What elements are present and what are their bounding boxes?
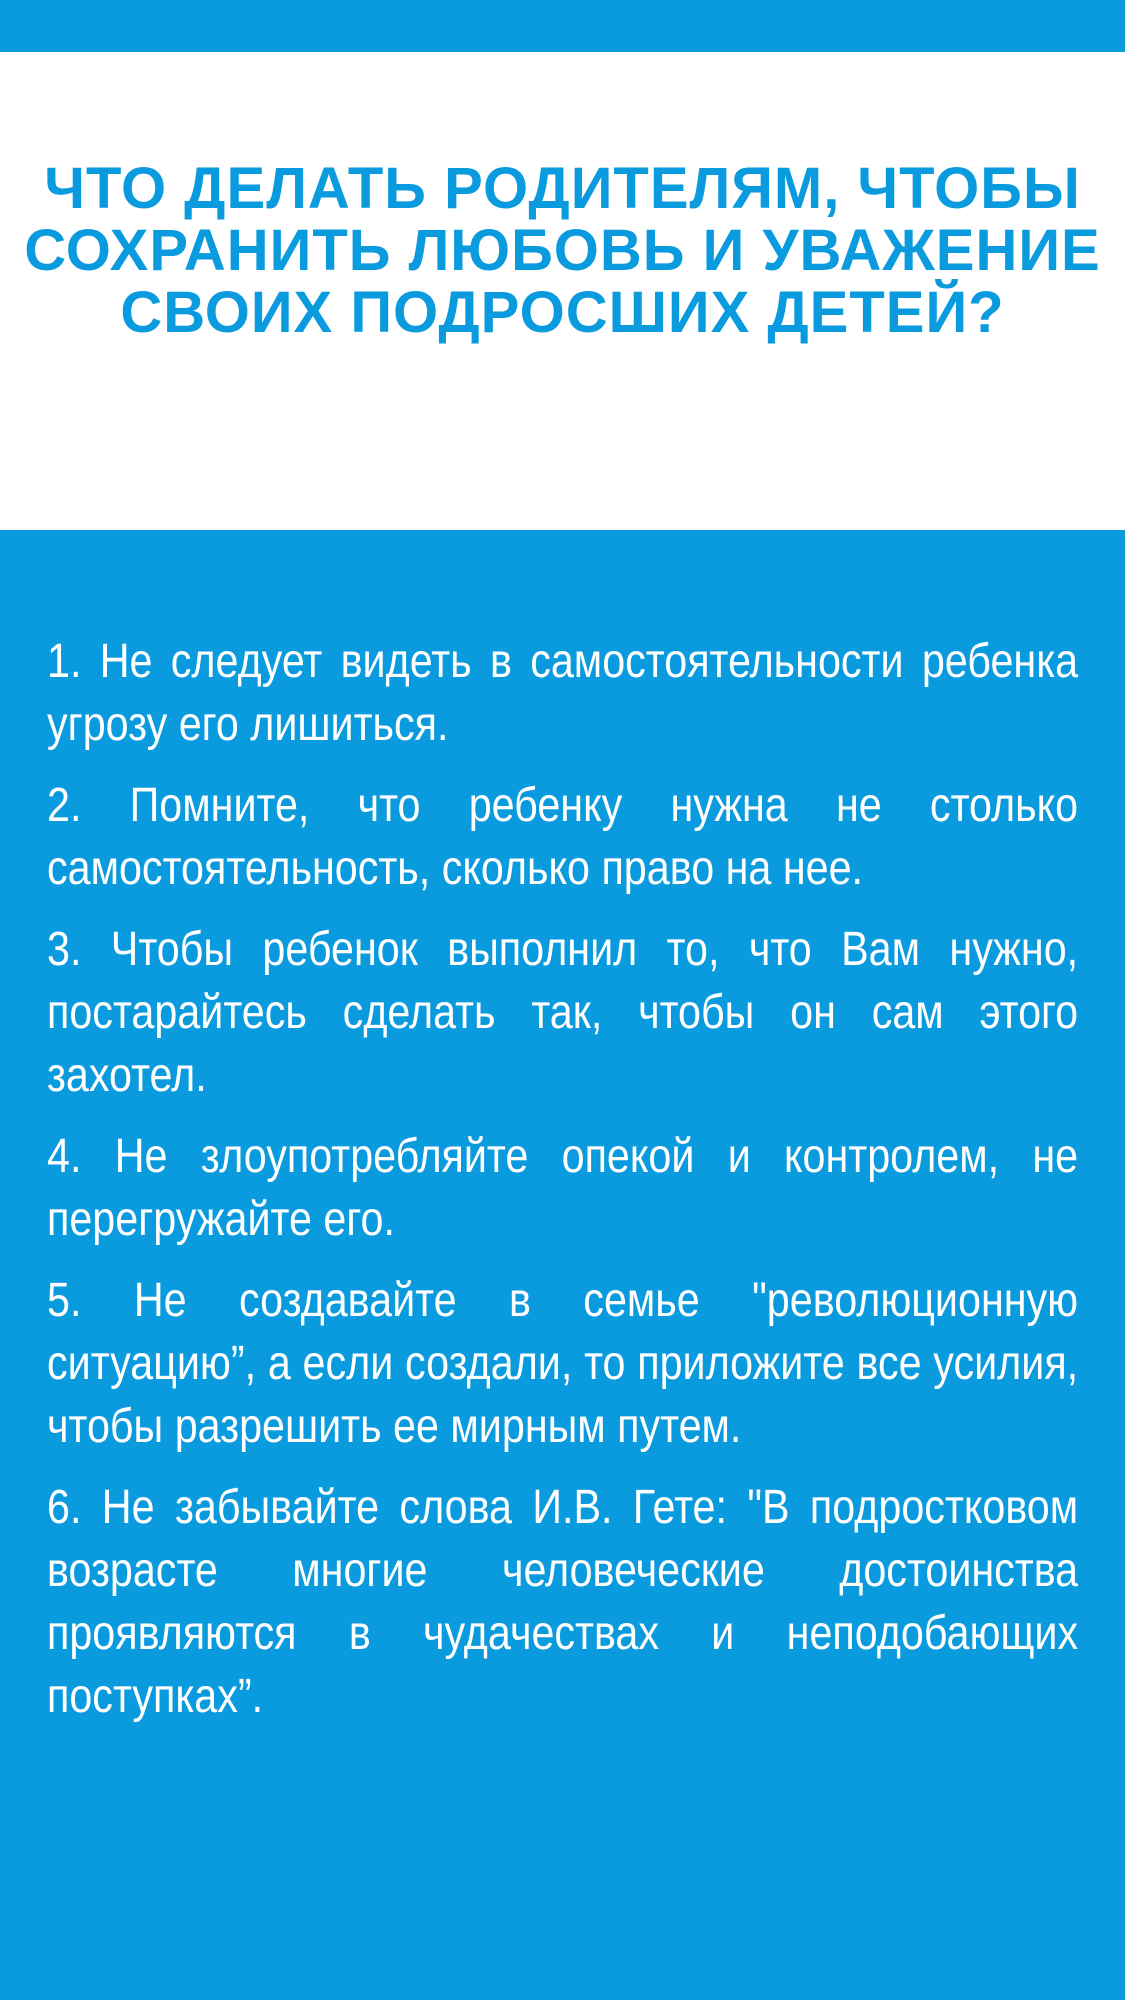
- page-title: ЧТО ДЕЛАТЬ РОДИТЕЛЯМ, ЧТОБЫ СОХРАНИТЬ ЛЮБОВЬ И УВАЖЕНИЕ СВОИХ ПОДРОСШИХ ДЕТЕЙ?: [24, 156, 1101, 345]
- tips-list: [47, 630, 1078, 1746]
- tip-item-4: 4. Не злоупотребляйте опекой и контролем, не перегружайте его.: [47, 1130, 1079, 1246]
- tip-item-1: 1. Не следует видеть в самостоятельности ребенка угрозу его лишиться.: [47, 635, 1079, 751]
- tip-item-5: 5. Не создавайте в семье "революционную ситуацию”, а если создали, то приложите все усилия, чтобы разрешить ее мирным путем.: [47, 1274, 1079, 1453]
- top-accent-bar: [0, 0, 1125, 52]
- tip-item-2: 2. Помните, что ребенку нужна не столько самостоятельность, сколько право на нее.: [47, 779, 1079, 895]
- tip-item-3: 3. Чтобы ребенок выполнил то, что Вам нужно, постарайтесь сделать так, чтобы он сам этого захотел.: [47, 923, 1079, 1102]
- tips-panel: [0, 530, 1125, 2000]
- header-section: [0, 52, 1125, 530]
- tip-item-6: 6. Не забывайте слова И.В. Гете: "В подростковом возрасте многие человеческие достоинства проявляются в чудачествах и неподобающих поступках”.: [47, 1481, 1079, 1723]
